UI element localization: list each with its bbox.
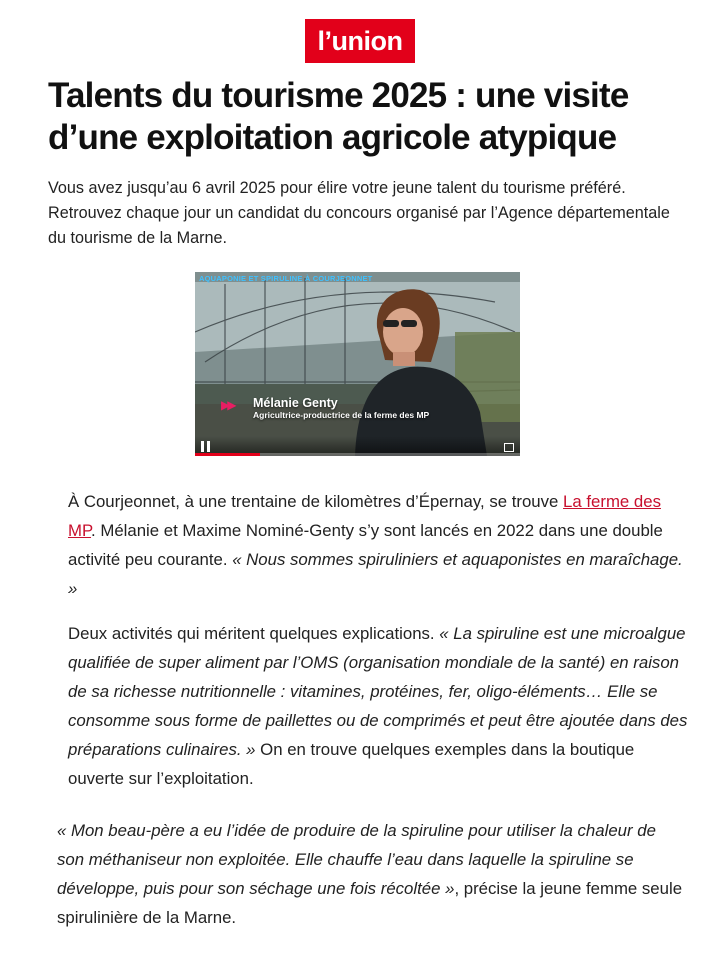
header	[0, 19, 720, 63]
quote: « Mon beau-père a eu l’idée de produire de la spiruline pour utiliser la chaleur de son méthaniseur non exploitée. Elle chauffe l’eau dans laquelle la spiruline se développe, puis pour son séchage une fois récoltée »	[57, 821, 656, 898]
paragraph-text: , précise la jeune femme seule spirulinière de la Marne.	[57, 879, 683, 927]
video-progress-fill	[195, 453, 260, 456]
quote: « La spiruline est une microalgue qualifiée de super aliment par l’OMS (organisation mondiale de la santé) en raison de sa richesse nutritionnelle : vitamines, protéines, fer, oligo-éléments… Elle se consomme sous forme de paillettes ou de comprimés et peut être ajoutée dans des préparations culinaires. »	[68, 624, 688, 759]
article-paragraph-2	[68, 619, 688, 793]
video-progress-bar[interactable]	[195, 453, 520, 456]
article-title: Talents du tourisme 2025 : une visite d’une exploitation agricole atypique	[48, 76, 629, 157]
farm-link[interactable]: La ferme des MP	[68, 492, 661, 540]
pause-icon[interactable]	[201, 441, 211, 452]
site-logo[interactable]: l’union	[305, 19, 416, 63]
video-player[interactable]	[195, 272, 520, 456]
person-name: Mélanie Genty	[253, 396, 338, 410]
video-frame-image	[195, 272, 520, 456]
paragraph-text: On en trouve quelques exemples dans la boutique ouverte sur l’exploitation.	[68, 740, 635, 788]
quote: « Nous sommes spiruliniers et aquaponistes en maraîchage. »	[68, 550, 683, 598]
article-intro: Vous avez jusqu’au 6 avril 2025 pour élire votre jeune talent du tourisme préféré. Retrouvez chaque jour un candidat du concours organisé par l’Agence départementale du tourisme de la Marne.	[48, 179, 670, 247]
paragraph-text: À Courjeonnet, à une trentaine de kilomètres d’Épernay, se trouve	[68, 492, 564, 511]
paragraph-text: . Mélanie et Maxime Nominé-Genty s’y sont lancés en 2022 dans une double activité peu courante.	[68, 521, 663, 569]
fullscreen-icon[interactable]	[504, 443, 514, 452]
article-paragraph-1	[68, 487, 688, 603]
paragraph-text: Deux activités qui méritent quelques explications.	[68, 624, 440, 643]
chevrons-icon: ▶▶	[221, 398, 234, 412]
article-paragraph-3	[57, 816, 687, 932]
person-role: Agricultrice-productrice de la ferme des MP	[253, 410, 430, 420]
video-top-caption: AQUAPONIE ET SPIRULINE À COURJEONNET	[199, 274, 373, 283]
video-controls	[195, 436, 520, 456]
